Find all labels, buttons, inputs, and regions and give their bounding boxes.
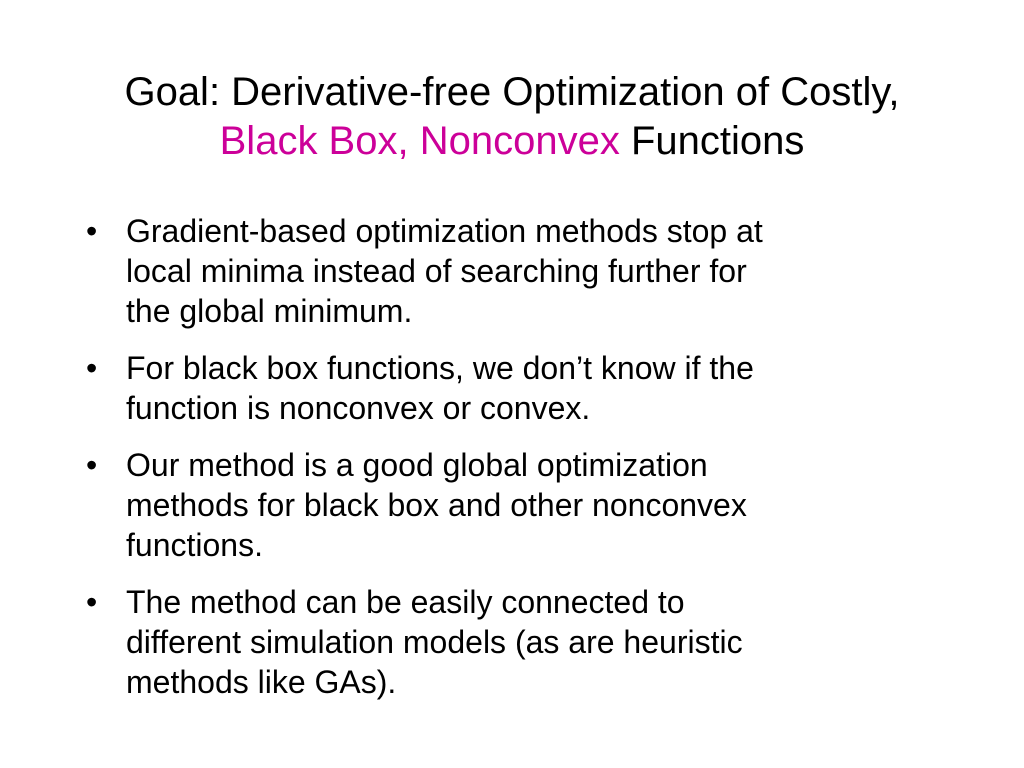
title-line-1: Goal: Derivative-free Optimization of Costly, bbox=[124, 70, 900, 114]
bullet-line: Gradient-based optimization methods stop at bbox=[126, 213, 763, 249]
bullet-item bbox=[86, 582, 946, 702]
title-line-2 bbox=[40, 117, 984, 166]
bullet-line: For black box functions, we don’t know if the bbox=[126, 350, 754, 386]
title-line-2-rest: Functions bbox=[619, 119, 805, 163]
bullet-line: local minima instead of searching further for bbox=[126, 253, 747, 289]
bullet-line: functions. bbox=[126, 527, 263, 563]
bullet-marker: • bbox=[86, 584, 98, 620]
bullet-line: Our method is a good global optimization bbox=[126, 447, 708, 483]
bullet-marker: • bbox=[86, 350, 98, 386]
bullet-line: the global minimum. bbox=[126, 293, 413, 329]
bullet-line: methods for black box and other nonconvex bbox=[126, 487, 747, 523]
bullet-line: function is nonconvex or convex. bbox=[126, 390, 591, 426]
slide-title bbox=[40, 68, 984, 166]
bullet-item bbox=[86, 211, 946, 331]
bullet-marker: • bbox=[86, 213, 98, 249]
bullet-line: The method can be easily connected to bbox=[126, 584, 685, 620]
bullet-list bbox=[86, 211, 946, 702]
title-accent-text: Black Box, Nonconvex bbox=[219, 119, 620, 163]
bullet-item bbox=[86, 348, 946, 428]
bullet-line: methods like GAs). bbox=[126, 664, 397, 700]
bullet-line: different simulation models (as are heuristic bbox=[126, 624, 743, 660]
bullet-item bbox=[86, 445, 946, 565]
bullet-marker: • bbox=[86, 447, 98, 483]
